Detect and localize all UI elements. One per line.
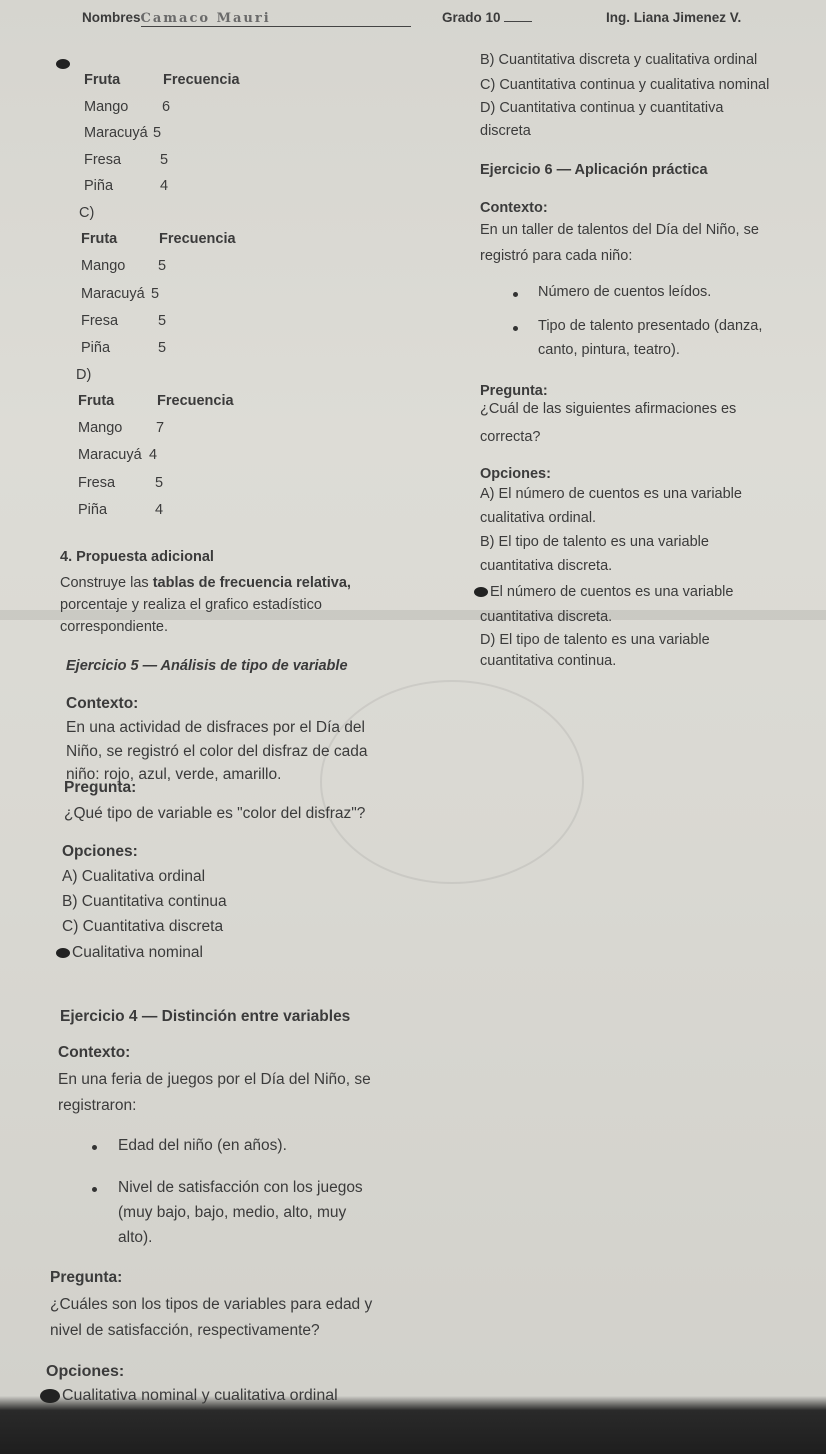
ex5-title: Ejercicio 5 — Análisis de tipo de variable xyxy=(66,658,348,674)
table-cell: Fresa xyxy=(81,313,119,329)
ex6-option-c-cont: cuantitativa discreta. xyxy=(480,609,613,625)
table-header: Frecuencia xyxy=(157,393,234,409)
option-text: Cualitativa nominal xyxy=(72,944,203,961)
ex6-question-label: Pregunta: xyxy=(480,383,548,399)
option-text: El número de cuentos es una variable xyxy=(490,584,734,600)
ex5-context: En una actividad de disfraces por el Día del xyxy=(66,719,365,736)
table-header: Fruta xyxy=(81,231,118,247)
school-stamp-watermark xyxy=(320,680,584,884)
table-cell: 5 xyxy=(153,125,162,141)
table-header: Frecuencia xyxy=(163,72,240,88)
table-cell: Piña xyxy=(84,178,114,194)
proposal-text: porcentaje y realiza el grafico estadístico xyxy=(60,597,322,613)
ex6-options-label: Opciones: xyxy=(480,466,551,482)
table-label: D) xyxy=(76,367,92,383)
answer-mark xyxy=(56,56,72,72)
table-cell: Maracuyá xyxy=(81,286,145,302)
answer-mark xyxy=(474,587,488,597)
ex4-bullet: alto). xyxy=(118,1229,153,1246)
proposal-text xyxy=(60,575,351,591)
table-cell: 5 xyxy=(155,475,164,491)
table-cell: 5 xyxy=(158,258,167,274)
ex6-question: correcta? xyxy=(480,429,541,445)
table-cell: Mango xyxy=(84,99,129,115)
bullet-icon xyxy=(92,1145,97,1150)
ex6-option-a[interactable]: A) El número de cuentos es una variable xyxy=(480,486,742,502)
ex4-context: En una feria de juegos por el Día del Niño, se xyxy=(58,1071,371,1088)
table-header: Fruta xyxy=(78,393,115,409)
table-cell: Mango xyxy=(78,420,123,436)
table-cell: 5 xyxy=(158,313,167,329)
name-field[interactable] xyxy=(82,10,411,27)
proposal-text-bold: tablas de frecuencia relativa, xyxy=(152,575,351,591)
name-value[interactable]: Camaco Mauri xyxy=(141,11,411,27)
ex5-option-b[interactable]: B) Cuantitativa continua xyxy=(62,893,227,910)
ex6-option-d-cont: cuantitativa continua. xyxy=(480,653,617,669)
grade-label: Grado 10 xyxy=(442,10,501,25)
table-cell: 5 xyxy=(160,152,169,168)
table-cell: Piña xyxy=(78,502,108,518)
table-cell: Mango xyxy=(81,258,126,274)
bullet-icon xyxy=(513,292,518,297)
table-header: Fruta xyxy=(84,72,121,88)
ex6-context-label: Contexto: xyxy=(480,200,548,216)
teacher-name: Ing. Liana Jimenez V. xyxy=(606,10,742,25)
table-cell: Maracuyá xyxy=(78,447,142,463)
table-cell: Piña xyxy=(81,340,111,356)
bullet-icon xyxy=(92,1187,97,1192)
ex5-options-label: Opciones: xyxy=(62,843,138,860)
ex4-bullet: Nivel de satisfacción con los juegos xyxy=(118,1179,363,1196)
ex4-bullet: (muy bajo, bajo, medio, alto, muy xyxy=(118,1204,347,1221)
ex6-option-b-cont: cuantitativa discreta. xyxy=(480,558,613,574)
ex6-context: En un taller de talentos del Día del Niño, se xyxy=(480,222,759,238)
ex5-question: ¿Qué tipo de variable es "color del disfraz"? xyxy=(64,805,366,822)
proposal-text-a: Construye las xyxy=(60,575,153,591)
ex4-context-label: Contexto: xyxy=(58,1044,131,1061)
ex6-context: registró para cada niño: xyxy=(480,248,633,264)
ex4-question: nivel de satisfacción, respectivamente? xyxy=(50,1322,320,1339)
table-cell: Fresa xyxy=(84,152,122,168)
ex6-option-c-selected[interactable] xyxy=(474,584,733,600)
ex5-context-label: Contexto: xyxy=(66,695,139,712)
ex6-option-d[interactable]: D) El tipo de talento es una variable xyxy=(480,632,710,648)
bullet-icon xyxy=(513,326,518,331)
ex6-option-a-cont: cualitativa ordinal. xyxy=(480,510,597,526)
prev-option-d[interactable]: D) Cuantitativa continua y cuantitativa xyxy=(480,100,724,116)
ex6-question: ¿Cuál de las siguientes afirmaciones es xyxy=(480,401,737,417)
table-cell: 6 xyxy=(162,99,171,115)
ex6-option-b[interactable]: B) El tipo de talento es una variable xyxy=(480,534,709,550)
prev-option-b[interactable]: B) Cuantitativa discreta y cualitativa ordinal xyxy=(480,52,758,68)
table-label: C) xyxy=(79,205,95,221)
proposal-text: correspondiente. xyxy=(60,619,169,635)
ex5-question-label: Pregunta: xyxy=(64,779,137,796)
name-label: Nombres xyxy=(82,10,141,25)
ex6-title: Ejercicio 6 — Aplicación práctica xyxy=(480,162,708,178)
ex5-option-d-selected[interactable] xyxy=(56,944,203,962)
table-cell: Maracuyá xyxy=(84,125,148,141)
table-cell: 5 xyxy=(158,340,167,356)
ex4-question-label: Pregunta: xyxy=(50,1269,123,1286)
ex5-context: Niño, se registró el color del disfraz de cada xyxy=(66,743,368,760)
ex5-option-a[interactable]: A) Cualitativa ordinal xyxy=(62,868,206,885)
ex4-question: ¿Cuáles son los tipos de variables para edad y xyxy=(50,1296,373,1313)
ex4-title: Ejercicio 4 — Distinción entre variables xyxy=(60,1008,351,1025)
ex6-bullet: canto, pintura, teatro). xyxy=(538,342,680,358)
table-cell: Fresa xyxy=(78,475,116,491)
ex4-option-a-selected[interactable] xyxy=(40,1387,338,1405)
table-header: Frecuencia xyxy=(159,231,236,247)
answer-mark xyxy=(40,1389,60,1403)
ex4-context: registraron: xyxy=(58,1097,137,1114)
option-text: Cualitativa nominal y cualitativa ordinal xyxy=(62,1387,338,1404)
ex6-bullet: Tipo de talento presentado (danza, xyxy=(538,318,763,334)
grade-field[interactable] xyxy=(442,10,532,25)
table-cell: 4 xyxy=(155,502,164,518)
prev-option-c[interactable]: C) Cuantitativa continua y cualitativa nominal xyxy=(480,77,770,93)
ex4-options-label: Opciones: xyxy=(46,1363,125,1380)
table-cell: 4 xyxy=(149,447,158,463)
ex4-bullet: Edad del niño (en años). xyxy=(118,1137,287,1154)
ex6-bullet: Número de cuentos leídos. xyxy=(538,284,712,300)
table-cell: 7 xyxy=(156,420,165,436)
table-cell: 4 xyxy=(160,178,169,194)
ex5-option-c[interactable]: C) Cuantitativa discreta xyxy=(62,918,224,935)
ex5-context: niño: rojo, azul, verde, amarillo. xyxy=(66,766,282,783)
answer-mark xyxy=(56,948,70,958)
grade-blank[interactable] xyxy=(504,21,532,22)
proposal-title: 4. Propuesta adicional xyxy=(60,549,214,565)
table-cell: 5 xyxy=(151,286,160,302)
prev-option-d-cont: discreta xyxy=(480,123,531,139)
